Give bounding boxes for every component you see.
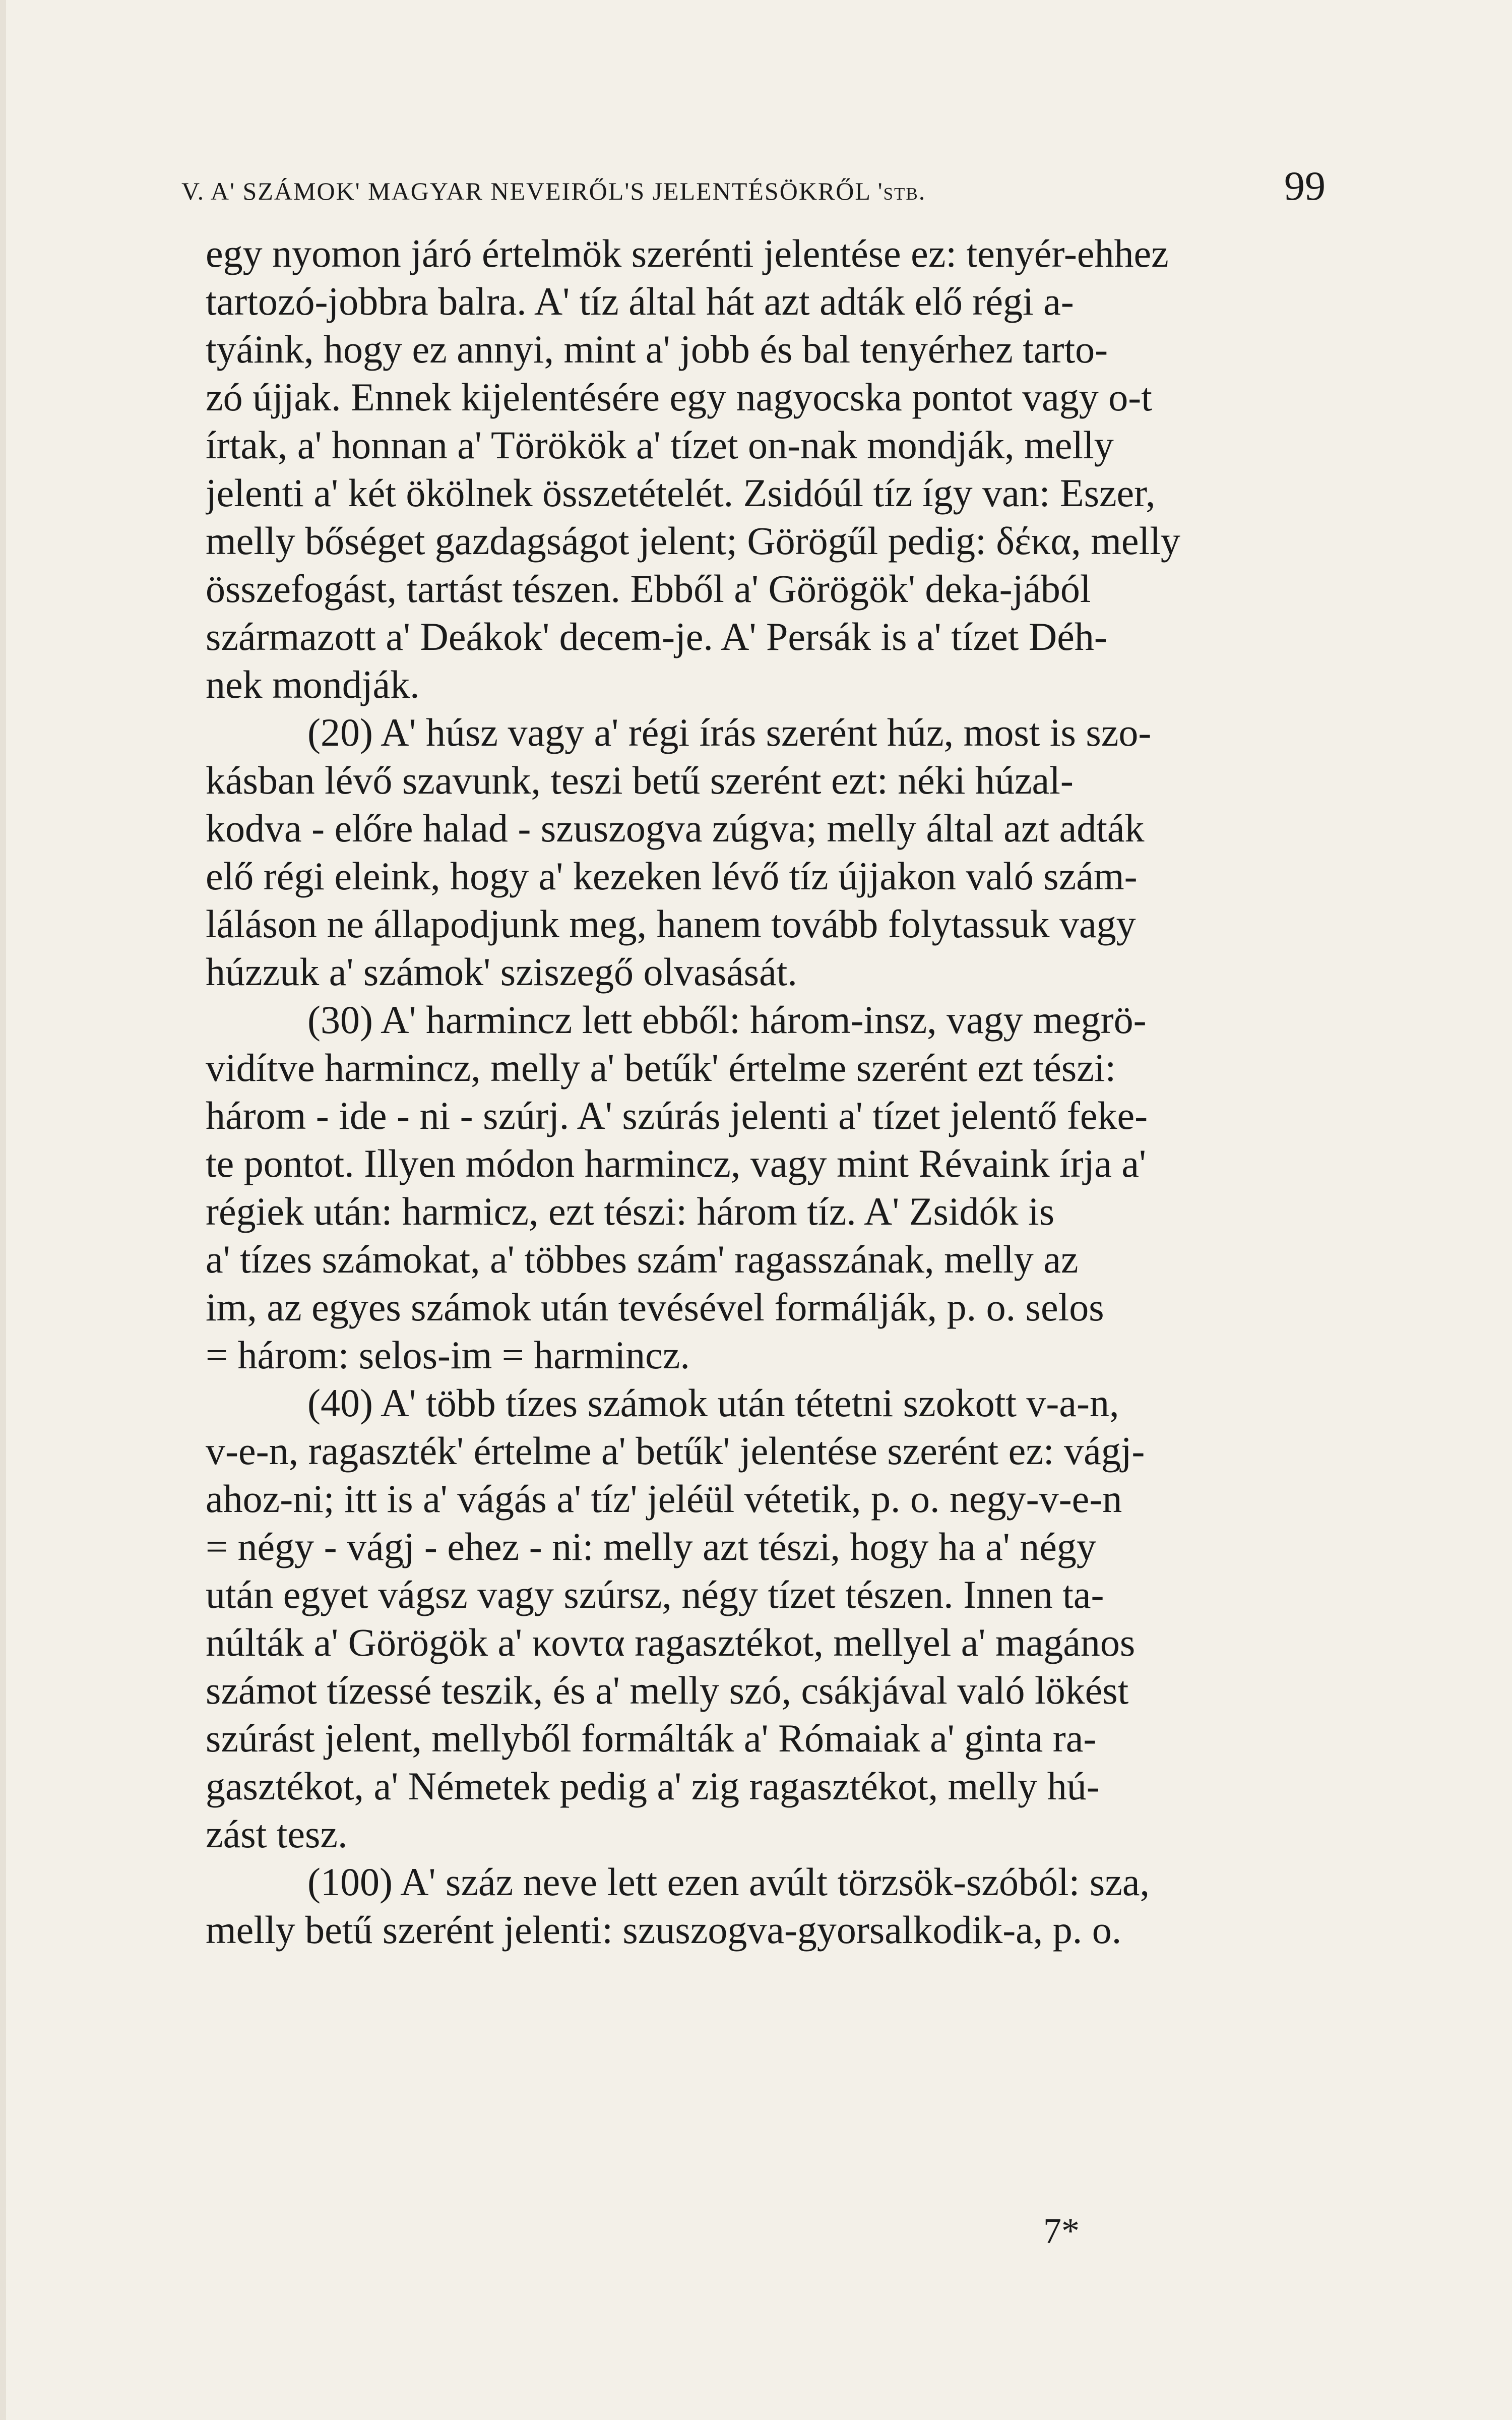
- text-line: után egyet vágsz vagy szúrsz, négy tízet tészen. Innen ta-: [206, 1572, 1104, 1616]
- text-line: régiek után: harmicz, ezt tészi: három tíz. A' Zsidók is: [206, 1189, 1055, 1233]
- text-line: három - ide - ni - szúrj. A' szúrás jelenti a' tízet jelentő feke-: [206, 1094, 1148, 1137]
- body-text: [206, 229, 1312, 1954]
- text-line: = négy - vágj - ehez - ni: melly azt tészi, hogy ha a' négy: [206, 1525, 1096, 1568]
- text-line: egy nyomon járó értelmök szerénti jelentése ez: tenyér-ehhez: [206, 231, 1169, 275]
- text-line: kodva - előre halad - szuszogva zúgva; melly által azt adták: [206, 806, 1145, 850]
- text-line: im, az egyes számok után tevésével formálják, p. o. selos: [206, 1285, 1104, 1329]
- text-line: szúrást jelent, mellyből formálták a' Rómaiak a' ginta ra-: [206, 1716, 1097, 1760]
- text-line: láláson ne állapodjunk meg, hanem tovább folytassuk vagy: [206, 902, 1136, 946]
- text-line: = három: selos-im = harmincz.: [206, 1333, 690, 1377]
- text-line: írtak, a' honnan a' Törökök a' tízet on-nak mondják, melly: [206, 423, 1114, 467]
- paragraph-start-line: (100) A' száz neve lett ezen avúlt törzsök-szóból: sza,: [307, 1860, 1150, 1904]
- text-line: v-e-n, ragaszték' értelme a' betűk' jelentése szerént ez: vágj-: [206, 1429, 1145, 1473]
- text-line: melly bőséget gazdagságot jelent; Görögűl pedig: δέκα, melly: [206, 519, 1180, 563]
- text-line: tartozó-jobbra balra. A' tíz által hát azt adták elő régi a-: [206, 279, 1074, 323]
- text-line: zó újjak. Ennek kijelentésére egy nagyocska pontot vagy o-t: [206, 375, 1152, 419]
- running-head: V. A' SZÁMOK' MAGYAR NEVEIRŐL'S JELENTÉSÖKRŐL 'stb.: [181, 177, 926, 205]
- text-line: nek mondják.: [206, 662, 420, 706]
- paragraph-start-line: (30) A' harmincz lett ebből: három-insz, vagy megrö-: [307, 998, 1147, 1042]
- page-number: 99: [1284, 163, 1326, 209]
- text-line: származott a' Deákok' decem-je. A' Persák is a' tízet Déh-: [206, 615, 1107, 658]
- paragraph-start-line: (40) A' több tízes számok után tétetni szokott v-a-n,: [307, 1381, 1119, 1425]
- text-line: zást tesz.: [206, 1812, 348, 1856]
- text-line: ahoz-ni; itt is a' vágás a' tíz' jeléül vétetik, p. o. negy-v-e-n: [206, 1477, 1122, 1521]
- text-line: kásban lévő szavunk, teszi betű szerént ezt: néki húzal-: [206, 758, 1074, 802]
- text-line: melly betű szerént jelenti: szuszogva-gyorsalkodik-a, p. o.: [206, 1908, 1122, 1952]
- text-line: a' tízes számokat, a' többes szám' ragasszának, melly az: [206, 1237, 1079, 1281]
- text-line: húzzuk a' számok' sziszegő olvasását.: [206, 950, 797, 994]
- text-line: te pontot. Illyen módon harmincz, vagy mint Révaink írja a': [206, 1141, 1147, 1185]
- signature-mark: 7*: [1043, 2211, 1080, 2251]
- text-line: összefogást, tartást tészen. Ebből a' Görögök' deka-jából: [206, 567, 1091, 611]
- text-line: gasztékot, a' Németek pedig a' zig ragasztékot, melly hú-: [206, 1764, 1100, 1808]
- text-line: jelenti a' két ökölnek összetételét. Zsidóúl tíz így van: Eszer,: [206, 471, 1156, 515]
- paragraph-start-line: (20) A' húsz vagy a' régi írás szerént húz, most is szo-: [307, 710, 1152, 754]
- text-line: vidítve harmincz, melly a' betűk' értelme szerént ezt tészi:: [206, 1046, 1116, 1090]
- text-line: tyáink, hogy ez annyi, mint a' jobb és bal tenyérhez tarto-: [206, 327, 1108, 371]
- page-edge-shadow: [0, 0, 6, 2420]
- text-line: számot tízessé teszik, és a' melly szó, csákjával való lökést: [206, 1668, 1129, 1712]
- text-line: elő régi eleink, hogy a' kezeken lévő tíz újjakon való szám-: [206, 854, 1138, 898]
- text-line: núlták a' Görögök a' κοντα ragasztékot, mellyel a' magános: [206, 1620, 1136, 1664]
- page-header: [181, 162, 1326, 223]
